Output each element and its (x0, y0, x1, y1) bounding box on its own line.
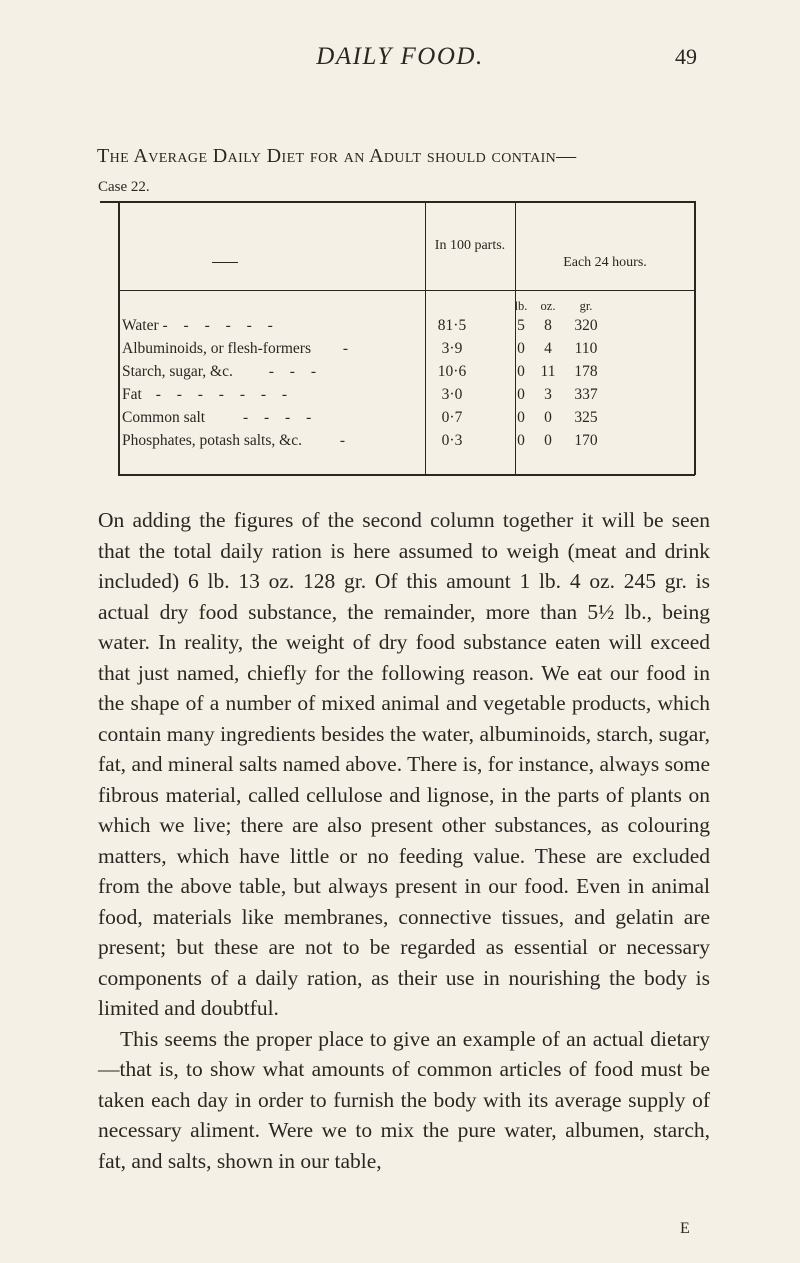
table-bottom-rule (118, 474, 695, 476)
column-header-parts: In 100 parts. (434, 238, 506, 253)
row-label: Fat - - - - - - - (122, 386, 294, 403)
table-right-rule (694, 201, 696, 475)
unit-lb: lb. (514, 299, 528, 313)
row-oz: 0 (544, 432, 552, 449)
table-left-rule (118, 201, 120, 475)
running-title: DAILY FOOD. (316, 43, 484, 70)
row-gr: 170 (574, 432, 598, 449)
row-lb: 0 (517, 386, 525, 403)
table-row (122, 432, 692, 454)
page-number: 49 (675, 44, 697, 69)
row-percent: 0·7 (441, 409, 463, 426)
table-row (122, 317, 692, 339)
table-top-rule (100, 201, 695, 203)
row-percent: 0·3 (441, 432, 463, 449)
row-oz: 4 (544, 340, 552, 357)
row-gr: 110 (574, 340, 598, 357)
row-label: Albuminoids, or flesh-formers - (122, 340, 355, 357)
paragraph: On adding the figures of the second column together it will be seen that the total daily ration is here assumed to weigh (meat and drink included) 6 lb. 13 oz. 128 gr. Of this amount 1 lb. 4 oz. 245 gr. is actual dry food substance, the remainder, more than 5½ lb., being water. In reality, the weight of dry food substance eaten will exceed that just named, chiefly for the following reason. We eat our food in the shape of a number of mixed animal and vegetable products, which contain many ingredients besides the water, albuminoids, starch, sugar, fat, and mineral salts named above. There is, for instance, always some fibrous material, called cellulose and lignose, in the parts of plants on which we live; there are also present other substances, as colouring matters, which have little or no feeding value. These are excluded from the above table, but always present in our food. Even in animal food, materials like membranes, connective tissues, and gelatin are present; but these are not to be regarded as essential or necessary components of a daily ration, as their use in nourishing the body is limited and doubtful. (98, 508, 710, 1020)
table-row (122, 340, 692, 362)
row-lb: 0 (517, 432, 525, 449)
row-lb: 0 (517, 363, 525, 380)
running-head (0, 43, 800, 79)
body-text (98, 505, 710, 1176)
paragraph: This seems the proper place to give an example of an actual dietary—that is, to show what amounts of common articles of food must be taken each day in order to furnish the body with its average supply of necessary aliment. Were we to mix the pure water, albumen, starch, fat, and salts, shown in our table, (98, 1026, 710, 1173)
table-row (122, 386, 692, 408)
row-gr: 325 (574, 409, 598, 426)
row-label: Starch, sugar, &c. - - - (122, 363, 322, 380)
unit-oz: oz. (540, 299, 556, 313)
row-gr: 320 (574, 317, 598, 334)
row-lb: 0 (517, 409, 525, 426)
row-oz: 3 (544, 386, 552, 403)
row-label: Water - - - - - - (122, 317, 279, 334)
case-label: Case 22. (98, 179, 150, 195)
row-oz: 8 (544, 317, 552, 334)
table-heading: The Average Daily Diet for an Adult should contain— (97, 145, 577, 167)
row-gr: 337 (574, 386, 598, 403)
signature-mark: E (680, 1220, 690, 1237)
table-row (122, 363, 692, 385)
row-oz: 0 (544, 409, 552, 426)
row-gr: 178 (574, 363, 598, 380)
row-lb: 5 (517, 317, 525, 334)
row-label: Common salt - - - - (122, 409, 318, 426)
blank-header-dash (212, 262, 238, 263)
row-percent: 10·6 (437, 363, 467, 380)
row-label: Phosphates, potash salts, &c. - (122, 432, 352, 449)
unit-gr: gr. (579, 299, 593, 313)
table-row (122, 409, 692, 431)
row-oz: 11 (540, 363, 556, 380)
header-rule (118, 290, 695, 291)
column-header-hours: Each 24 hours. (563, 255, 647, 270)
row-percent: 81·5 (437, 317, 467, 334)
row-lb: 0 (517, 340, 525, 357)
row-percent: 3·0 (441, 386, 463, 403)
row-percent: 3·9 (441, 340, 463, 357)
